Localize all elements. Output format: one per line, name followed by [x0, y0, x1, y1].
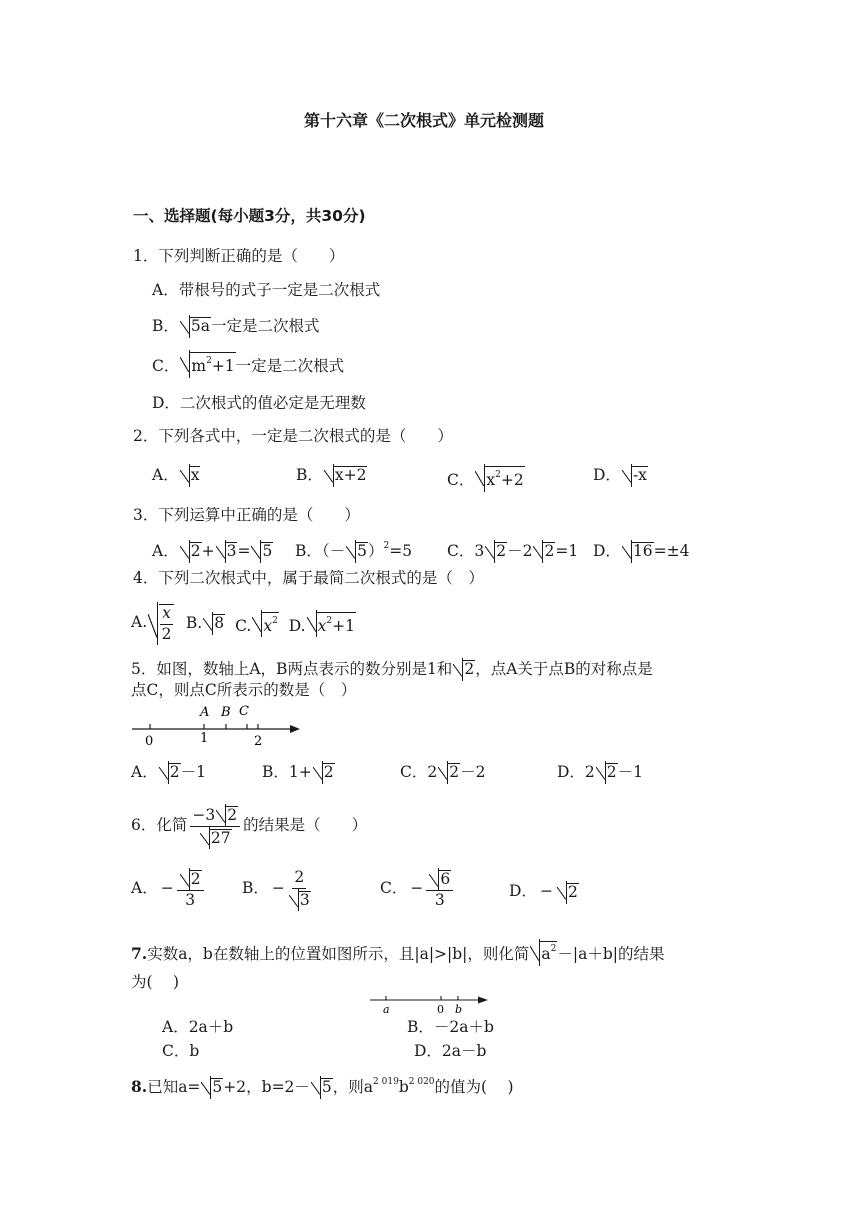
- axis-arrow: [290, 725, 300, 733]
- q5-stem-line1: 5．如图，数轴上A，B两点表示的数分别是1和 2，点A关于点B的对称点是: [131, 660, 653, 678]
- axis-arrow: [478, 997, 488, 1004]
- q3-option-a: A． 2+ 3= 5: [152, 542, 273, 560]
- radical: 5a: [180, 317, 211, 335]
- q5-option-b: B．1+ 2: [262, 763, 334, 781]
- page-title: 第十六章《二次根式》单元检测题: [304, 111, 545, 130]
- q3-option-c: C．3 2－2 2=1: [447, 542, 579, 560]
- q7-option-d: D．2a－b: [414, 1042, 487, 1060]
- tick-label-2: 2: [254, 734, 263, 749]
- point-a-label: A: [200, 705, 210, 720]
- q7-option-b: B．－2a＋b: [407, 1018, 494, 1036]
- tick-label-0: 0: [145, 734, 154, 749]
- tick-label-1: 1: [200, 731, 209, 746]
- q3-stem: 3．下列运算中正确的是（ ）: [133, 506, 360, 524]
- q6-fraction: $\frac{-3 2}{27}$: [190, 806, 240, 846]
- point-c-label: C: [239, 704, 249, 719]
- q4-options: [131, 604, 356, 642]
- q1-option-a: A．带根号的式子一定是二次根式: [152, 281, 381, 299]
- q1-option-d: D．二次根式的值必定是无理数: [152, 394, 366, 412]
- q1-stem: 1．下列判断正确的是（ ）: [133, 247, 345, 265]
- q4-stem: 4．下列二次根式中，属于最简二次根式的是（ ）: [133, 569, 484, 587]
- q5-number-line: [128, 700, 308, 750]
- q2-option-c: C． $x^2+2$: [447, 466, 525, 489]
- section-heading: 一、选择题(每小题3分，共30分): [133, 207, 366, 225]
- q6-option-a: A． − $\frac{2}{3}$: [131, 870, 204, 908]
- q3-option-d: D． 16=±4: [593, 542, 690, 560]
- q7-number-line: [368, 990, 493, 1018]
- q2-option-b: B． x+2: [296, 466, 367, 484]
- q4-option-b: B. 8: [185, 614, 225, 633]
- q6-option-d: D． − 2: [509, 882, 578, 901]
- q4-option-c: C. $x^2$: [235, 612, 279, 635]
- q6-option-b: B． − $\frac{2}{3}$: [242, 868, 310, 909]
- q6-option-c: C． − $\frac{6}{3}$: [380, 870, 453, 908]
- q1-option-b: B． 5a一定是二次根式: [152, 317, 320, 335]
- q2-stem: 2．下列各式中，一定是二次根式的是（ ）: [133, 427, 453, 445]
- q4-option-a: A. $\frac{x}{2}$: [131, 604, 174, 642]
- q7-stem-line2: 为( ): [131, 973, 180, 991]
- q7-option-c: C．b: [162, 1042, 200, 1060]
- radical: $m^2+1$: [180, 352, 235, 375]
- q5-option-a: A． 2－1: [131, 763, 206, 781]
- point-b-label: B: [221, 705, 231, 720]
- q3-option-b: B．（－ 5）$^2$=5: [295, 541, 413, 560]
- tick-label-0: 0: [437, 1003, 444, 1016]
- point-b-label: b: [455, 1003, 463, 1016]
- q4-option-d: D. $x^2+1$: [289, 612, 356, 635]
- q5-stem-line2: 点C，则点C所表示的数是（ ）: [131, 681, 357, 699]
- q6-stem: 6．化简 $\frac{-3 2}{27}$ 的结果是（ ）: [131, 806, 368, 847]
- q1-option-c: C． $m^2+1$一定是二次根式: [152, 352, 344, 375]
- q7-stem-line1: 7.实数a，b在数轴上的位置如图所示，且|a|>|b|，则化简 $a^2-|a+b|$的结果: [131, 941, 665, 963]
- q5-option-d: D．2 2－1: [557, 763, 644, 781]
- q8-stem: 8.已知a= 5+2，b=2－ 5，则$a^{2 019}b^{2 020}$的值为( ): [131, 1077, 514, 1096]
- point-a-label: a: [383, 1003, 390, 1016]
- q2-option-a: A． x: [152, 466, 200, 484]
- q7-option-a: A．2a＋b: [162, 1018, 234, 1036]
- q2-option-d: D． -x: [593, 466, 647, 484]
- q5-option-c: C．2 2－2: [400, 763, 486, 781]
